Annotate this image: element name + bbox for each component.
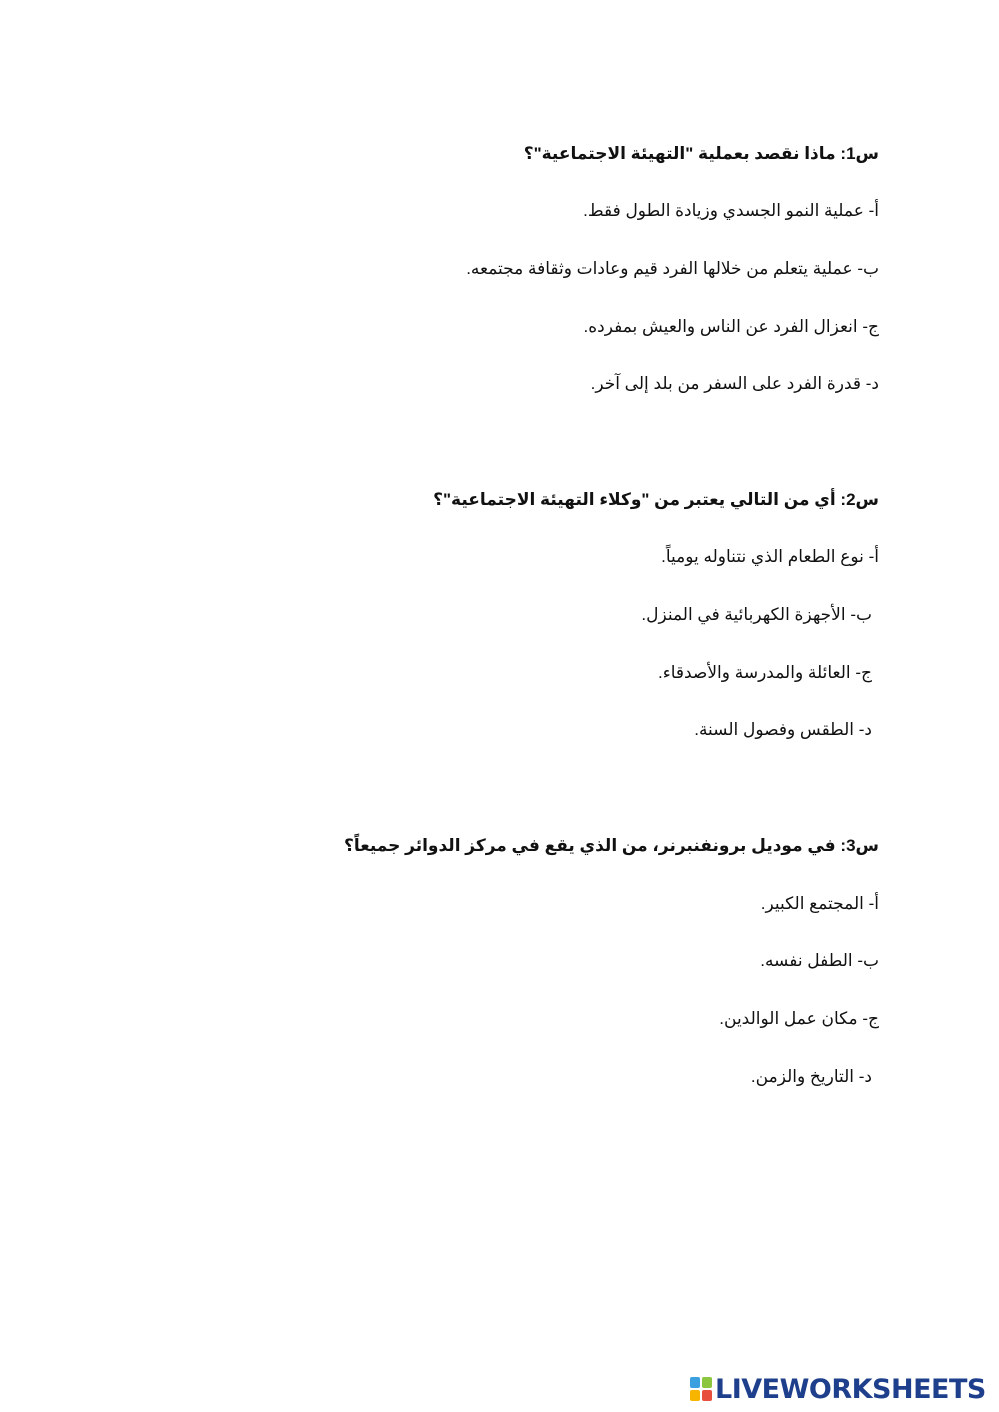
question-2-option-a[interactable]: أ- نوع الطعام الذي نتناوله يومياً. — [661, 547, 879, 566]
logo-tile-4 — [702, 1390, 712, 1401]
logo-tile-1 — [690, 1377, 700, 1388]
question-3-option-c[interactable]: ج- مكان عمل الوالدين. — [719, 1009, 879, 1028]
question-3-option-d[interactable]: د- التاريخ والزمن. — [750, 1067, 872, 1086]
question-2-option-d[interactable]: د- الطقس وفصول السنة. — [694, 720, 872, 739]
question-1-option-a[interactable]: أ- عملية النمو الجسدي وزيادة الطول فقط. — [583, 201, 879, 220]
logo-tile-3 — [690, 1390, 700, 1401]
question-1-option-c[interactable]: ج- انعزال الفرد عن الناس والعيش بمفرده. — [583, 317, 879, 336]
question-3-title: س3: في موديل برونفنبرنر، من الذي يقع في مركز الدوائر جميعاً؟ — [343, 836, 879, 855]
question-1-title: س1: ماذا نقصد بعملية "التهيئة الاجتماعية"؟ — [523, 144, 879, 163]
question-2-option-b[interactable]: ب- الأجهزة الكهربائية في المنزل. — [641, 605, 872, 624]
logo-tile-2 — [702, 1377, 712, 1388]
liveworksheets-logo-icon — [690, 1377, 712, 1401]
question-3-option-b[interactable]: ب- الطفل نفسه. — [760, 951, 879, 970]
question-2-title: س2: أي من التالي يعتبر من "وكلاء التهيئة الاجتماعية"؟ — [433, 490, 879, 509]
liveworksheets-logo[interactable] — [690, 1372, 986, 1406]
question-2-option-c[interactable]: ج- العائلة والمدرسة والأصدقاء. — [657, 663, 872, 682]
liveworksheets-logo-text: LIVEWORKSHEETS — [715, 1373, 986, 1405]
question-3-option-a[interactable]: أ- المجتمع الكبير. — [760, 894, 879, 913]
question-1-option-b[interactable]: ب- عملية يتعلم من خلالها الفرد قيم وعادات وثقافة مجتمعه. — [466, 259, 879, 278]
question-1-option-d[interactable]: د- قدرة الفرد على السفر من بلد إلى آخر. — [590, 374, 879, 393]
